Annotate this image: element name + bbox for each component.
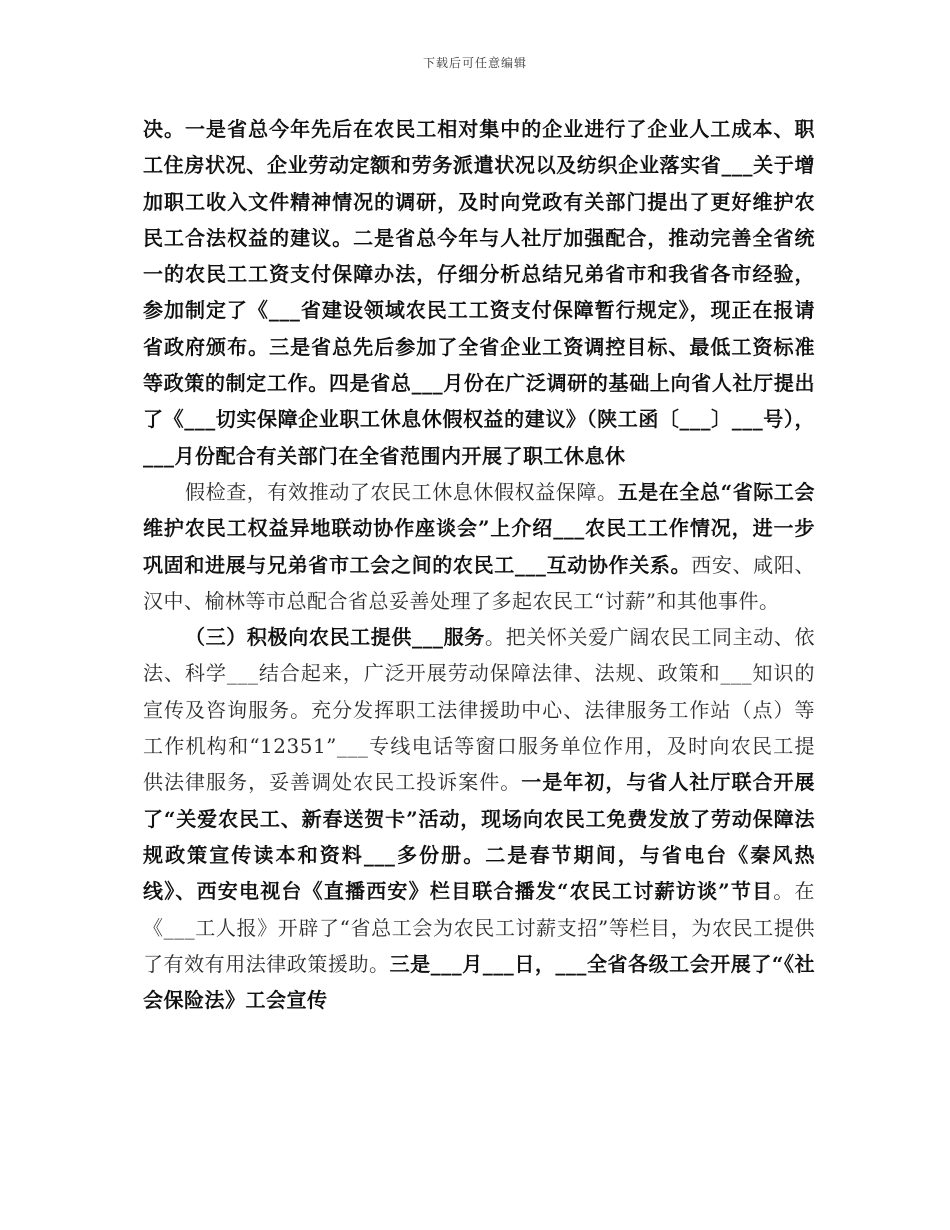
text-segment: 。把关怀关爱广阔农民工同主动、依法、科学___结合起来，广泛开展劳动保障法律、法规、政策和___知识的宣传及咨询服务。充分发挥职工法律援助中心、法律服务工作站（点）等工作机构和“12351”___专线电话等窗口服务单位作用，及时向农民工提供法律服务，妥善调处农民工投诉案件。 — [143, 625, 816, 795]
paragraph-2 — [143, 474, 815, 619]
text-segment: 三是___月___日，___全省各级工会开展了“《社会保险法》工会宣传 — [143, 951, 815, 1013]
document-body — [143, 111, 815, 1018]
section-heading: （三）积极向农民工提供___服务 — [185, 625, 485, 650]
text-segment: 决。一是省总今年先后在农民工相对集中的企业进行了企业人工成本、职工住房状况、企业劳动定额和劳务派遣状况以及纺织企业落实省___关于增加职工收入文件精神情况的调研，及时向党政有关部门提出了更好维护农民工合法权益的建议。二是省总今年与人社厅加强配合，推动完善全省统一的农民工工资支付保障办法，仔细分析总结兄弟省市和我省各市经验，参加制定了《___省建设领域农民工工资支付保障暂行规定》，现正在报请省政府颁布。三是省总先后参加了全省企业工资调控目标、最低工资标准等政策的制定工作。四是省总___月份在广泛调研的基础上向省人社厅提出了《___切实保障企业职工休息休假权益的建议》（陕工函〔___〕___号），___月份配合有关部门在全省范围内开展了职工休息休 — [143, 117, 815, 468]
text-segment: 五是在全总“省际工会维护农民工权益异地联动协作座谈会”上介绍___农民工工作情况，进一步巩固和进展与兄弟省市工会之间的农民工___互动协作关系。 — [143, 479, 815, 577]
text-segment: 西安、咸阳、汉中、榆林等市总配合省总妥善处理了多起农民工“讨薪”和其他事件。 — [143, 552, 816, 613]
paragraph-1 — [143, 111, 815, 474]
page-header: 下载后可任意编辑 — [422, 56, 527, 70]
text-segment: 。在《___工人报》开辟了“省总工会为农民工讨薪支招”等栏目，为农民工提供了有效有用法律政策援助。 — [143, 879, 815, 976]
paragraph-3 — [143, 619, 815, 1018]
text-segment: 一是年初，与省人社厅联合开展了“关爱农民工、新春送贺卡”活动，现场向农民工免费发放了劳动保障法规政策宣传读本和资料___多份册。二是春节期间，与省电台《秦风热线》、西安电视台《直播西安》栏目联合播发“农民工讨薪访谈”节目 — [143, 770, 816, 904]
text-segment: 假检查，有效推动了农民工休息休假权益保障。 — [185, 479, 618, 504]
